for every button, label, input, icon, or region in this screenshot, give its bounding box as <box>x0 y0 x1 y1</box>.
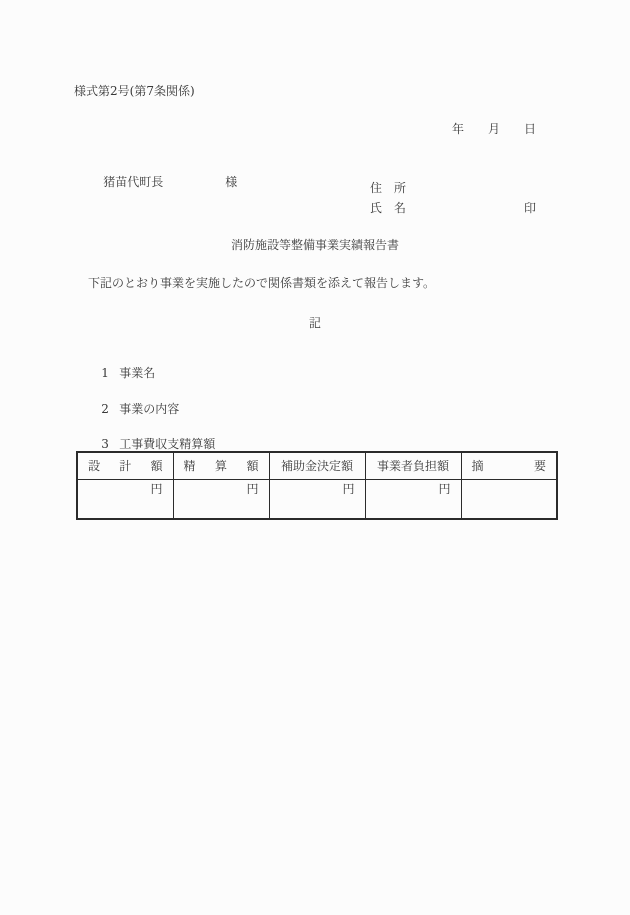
header-settlement-amount: 精 算 額 <box>173 452 269 480</box>
item-label: 工事費収支精算額 <box>119 437 216 452</box>
body-text: 下記のとおり事業を実施したので関係書類を添えて報告します。 <box>88 276 436 290</box>
seal-label: 印 <box>524 201 537 215</box>
document-title: 消防施設等整備事業実績報告書 <box>230 238 399 252</box>
addressee-honorific: 様 <box>225 175 238 190</box>
table-header-row <box>77 452 557 480</box>
header-remarks: 摘 要 <box>461 452 557 480</box>
item-number: 1 <box>101 366 109 381</box>
cell-operator-burden-unit: 円 <box>365 480 461 520</box>
form-number: 様式第2号(第7条関係) <box>74 84 195 98</box>
cell-subsidy-decision-unit: 円 <box>269 480 365 520</box>
addressee: 猪苗代町長 <box>103 175 164 190</box>
cell-design-amount-unit: 円 <box>77 480 173 520</box>
item-number: 3 <box>101 437 109 452</box>
settlement-table <box>76 451 558 520</box>
header-operator-burden-amount: 事業者負担額 <box>365 452 461 480</box>
cell-settlement-amount-unit: 円 <box>173 480 269 520</box>
cell-remarks <box>461 480 557 520</box>
addressee-line <box>88 161 237 204</box>
name-label: 氏 名 <box>370 201 407 215</box>
header-subsidy-decision-amount: 補助金決定額 <box>269 452 365 480</box>
header-design-amount: 設 計 額 <box>77 452 173 480</box>
date-line: 年 月 日 <box>452 122 537 136</box>
address-label: 住 所 <box>370 181 407 195</box>
table-value-row <box>77 480 557 520</box>
item-label: 事業の内容 <box>119 402 180 417</box>
item-number: 2 <box>101 402 109 417</box>
item-label: 事業名 <box>119 366 156 381</box>
ki-mark: 記 <box>308 316 321 330</box>
